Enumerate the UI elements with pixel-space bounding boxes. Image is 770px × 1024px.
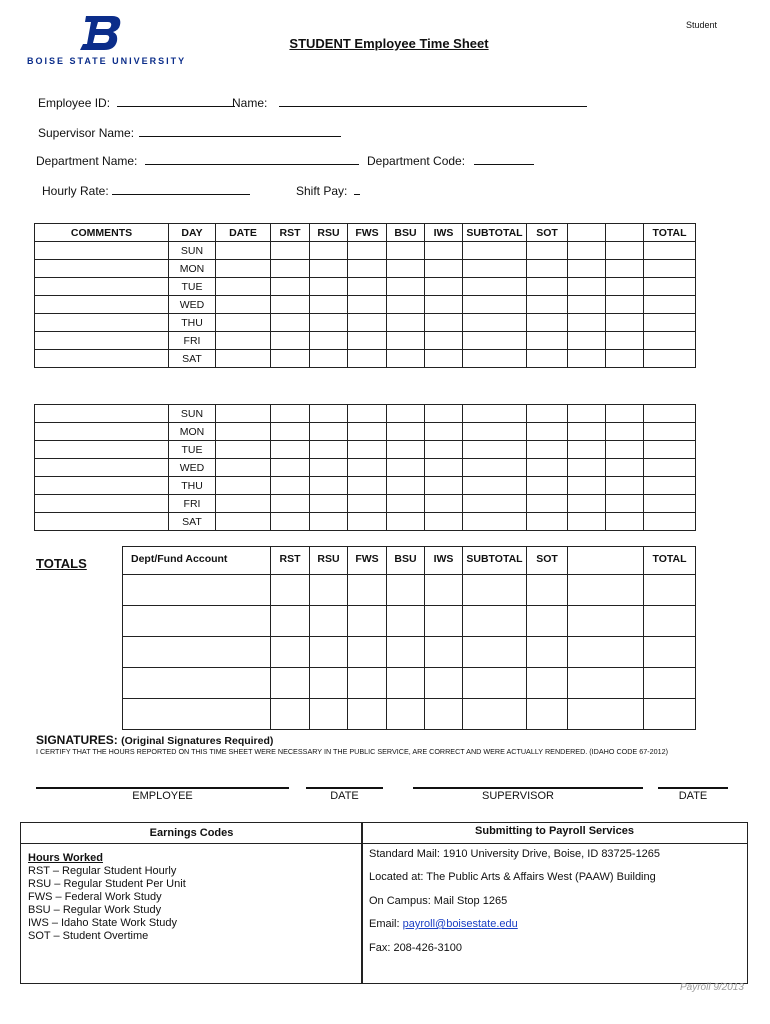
table-row	[35, 242, 696, 260]
table-row	[35, 405, 696, 423]
earnings-codes-list	[21, 844, 362, 943]
earnings-codes-title: Earnings Codes	[21, 823, 362, 844]
day-cell: THU	[169, 477, 216, 495]
week-two-table	[34, 404, 696, 531]
day-cell: MON	[169, 260, 216, 278]
table-row	[35, 513, 696, 531]
table-row	[35, 477, 696, 495]
footer-label: Payroll 9/2013	[680, 982, 744, 993]
hourly-rate-field[interactable]	[42, 182, 250, 198]
col-sot: SOT	[527, 547, 568, 575]
col-day: DAY	[169, 224, 216, 242]
col-iws: IWS	[425, 224, 463, 242]
page-title: STUDENT Employee Time Sheet	[289, 36, 489, 51]
col-rsu: RSU	[310, 224, 348, 242]
department-name-field[interactable]	[36, 152, 359, 168]
payroll-fax: Fax: 208-426-3100	[369, 942, 462, 954]
employee-id-label: Employee ID:	[38, 96, 111, 110]
col-date: DATE	[216, 224, 271, 242]
col-blank	[568, 547, 644, 575]
list-item: SOT – Student Overtime	[28, 930, 149, 942]
supervisor-name-label: Supervisor Name:	[38, 126, 135, 140]
day-cell: FRI	[169, 332, 216, 350]
day-cell: WED	[169, 296, 216, 314]
list-item: FWS – Federal Work Study	[28, 891, 162, 903]
department-code-field[interactable]	[367, 152, 534, 168]
table-row	[35, 296, 696, 314]
totals-header-row	[123, 547, 696, 575]
day-cell: WED	[169, 459, 216, 477]
email-label: Email:	[369, 918, 403, 930]
employee-signature-line[interactable]	[36, 787, 289, 789]
col-total: TOTAL	[644, 547, 696, 575]
table-row	[35, 350, 696, 368]
signatures-heading	[36, 733, 273, 747]
hours-worked-heading: Hours Worked	[28, 852, 103, 864]
col-rsu: RSU	[310, 547, 348, 575]
col-comments: COMMENTS	[35, 224, 169, 242]
table-row	[35, 278, 696, 296]
table-row	[35, 314, 696, 332]
col-fws: FWS	[348, 224, 387, 242]
col-sot: SOT	[527, 224, 568, 242]
col-blank-1	[568, 224, 606, 242]
supervisor-signature-line[interactable]	[413, 787, 643, 789]
totals-label: TOTALS	[36, 556, 87, 571]
list-item: RSU – Regular Student Per Unit	[28, 878, 186, 890]
day-cell: THU	[169, 314, 216, 332]
table-row	[35, 495, 696, 513]
table-row	[123, 637, 696, 668]
signatures-title: SIGNATURES:	[36, 733, 118, 747]
col-rst: RST	[271, 547, 310, 575]
table-row	[35, 441, 696, 459]
payroll-email-line	[369, 918, 518, 930]
day-cell: SUN	[169, 405, 216, 423]
name-label: Name:	[232, 96, 268, 110]
department-name-label: Department Name:	[36, 154, 138, 168]
day-cell: SAT	[169, 513, 216, 531]
employee-date-line[interactable]	[306, 787, 383, 789]
supervisor-date-label: DATE	[678, 790, 708, 802]
col-bsu: BSU	[387, 547, 425, 575]
col-total: TOTAL	[644, 224, 696, 242]
signatures-subtitle: (Original Signatures Required)	[121, 735, 274, 747]
name-field[interactable]	[232, 94, 587, 110]
day-cell: MON	[169, 423, 216, 441]
employee-date-label: DATE	[330, 790, 359, 802]
shift-pay-label: Shift Pay:	[296, 184, 348, 198]
payroll-campus: On Campus: Mail Stop 1265	[369, 895, 508, 907]
day-cell: SUN	[169, 242, 216, 260]
table-row	[123, 699, 696, 730]
col-iws: IWS	[425, 547, 463, 575]
col-rst: RST	[271, 224, 310, 242]
table-row	[35, 459, 696, 477]
table-row	[35, 423, 696, 441]
table-row	[123, 575, 696, 606]
certification-text: I CERTIFY THAT THE HOURS REPORTED ON THIS TIME SHEET WERE NECESSARY IN THE PUBLIC SERVICE, ARE CORRECT AND WERE ACTUALLY RENDERED. (IDAHO CODE 67-2012)	[36, 747, 668, 756]
supervisor-name-field[interactable]	[38, 124, 341, 140]
payroll-services-title: Submitting to Payroll Services	[362, 823, 747, 844]
col-fws: FWS	[348, 547, 387, 575]
supervisor-date-line[interactable]	[658, 787, 728, 789]
week-one-header-row	[35, 224, 696, 242]
employee-label: EMPLOYEE	[132, 790, 193, 802]
corner-label: Student	[686, 20, 718, 30]
day-cell: SAT	[169, 350, 216, 368]
week-one-table	[34, 223, 696, 368]
col-subtotal: SUBTOTAL	[463, 547, 527, 575]
employee-id-field[interactable]	[38, 94, 235, 110]
hourly-rate-label: Hourly Rate:	[42, 184, 109, 198]
table-row	[35, 332, 696, 350]
col-blank-2	[606, 224, 644, 242]
table-row	[35, 260, 696, 278]
day-cell: FRI	[169, 495, 216, 513]
col-bsu: BSU	[387, 224, 425, 242]
totals-table	[122, 546, 696, 730]
logo-text: BOISE STATE UNIVERSITY	[27, 56, 187, 66]
col-dept-fund: Dept/Fund Account	[123, 547, 271, 575]
day-cell: TUE	[169, 278, 216, 296]
earnings-codes-box	[20, 822, 363, 984]
department-code-label: Department Code:	[367, 154, 466, 168]
list-item: RST – Regular Student Hourly	[28, 865, 177, 877]
day-cell: TUE	[169, 441, 216, 459]
col-subtotal: SUBTOTAL	[463, 224, 527, 242]
payroll-email-link[interactable]: payroll@boisestate.edu	[402, 918, 518, 930]
table-row	[123, 606, 696, 637]
list-item: IWS – Idaho State Work Study	[28, 917, 177, 929]
payroll-mail: Standard Mail: 1910 University Drive, Boise, ID 83725-1265	[369, 848, 661, 860]
shift-pay-field[interactable]	[296, 182, 360, 198]
table-row	[123, 668, 696, 699]
payroll-services-box	[361, 822, 748, 984]
payroll-location: Located at: The Public Arts & Affairs West (PAAW) Building	[369, 871, 656, 883]
list-item: BSU – Regular Work Study	[28, 904, 162, 916]
supervisor-label: SUPERVISOR	[482, 790, 554, 802]
